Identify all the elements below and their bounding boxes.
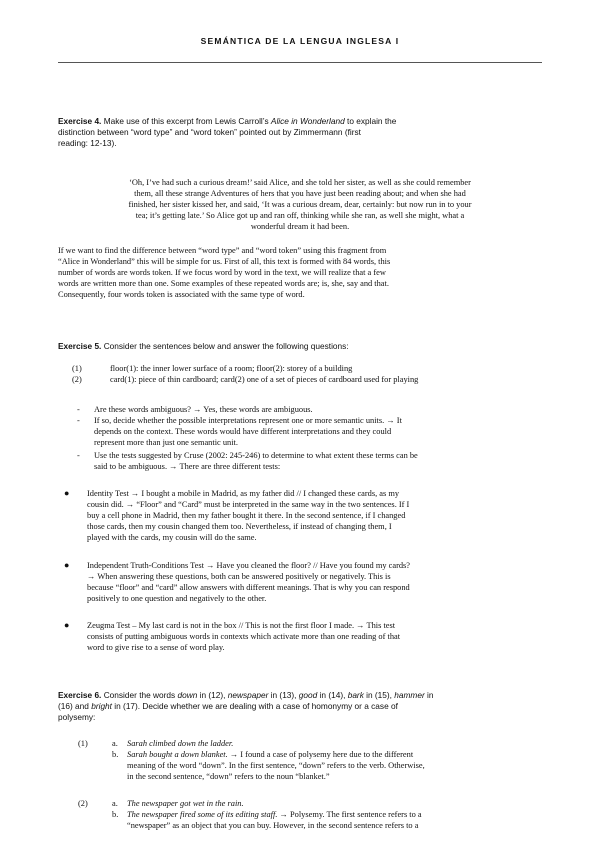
test-truth-conditions xyxy=(87,560,540,604)
ex6-word: down xyxy=(177,690,198,700)
item-number: (2) xyxy=(78,799,88,808)
ex6-word: bark xyxy=(347,690,364,700)
ex5-label: Exercise 5. xyxy=(58,341,102,351)
dash-marker: - xyxy=(77,416,80,425)
answer-line: “newspaper” as an object that you can buy. However, in the second sentence refers to a xyxy=(127,821,419,830)
test-line: consists of putting ambiguous words in contexts which activate more than one reading of that xyxy=(87,632,401,641)
ex4-prompt-line3: reading: 12-13). xyxy=(58,138,117,148)
answer-line: words are written more than one. Some examples of these repeated words are; is, she, say and that. xyxy=(58,279,389,288)
example-sentence: Sarah climbed down the ladder. xyxy=(127,739,234,748)
test-zeugma xyxy=(87,620,540,653)
item-letter: a. xyxy=(112,739,118,748)
ex4-book-title: Alice in Wonderland xyxy=(270,116,345,126)
ex6-line2 xyxy=(58,701,542,712)
example-sentence: Sarah bought a down blanket. xyxy=(127,750,228,759)
test-line: buy a cell phone in Madrid, then my father bought it there. In the second sentence, if I changed xyxy=(87,511,406,520)
ex6-word: good xyxy=(298,690,318,700)
quote-line: ‘Oh, I’ve had such a curious dream!’ said Alice, and she told her sister, as well as she could remember xyxy=(129,178,471,187)
ex4-prompt-line1 xyxy=(58,116,542,127)
item-sentence xyxy=(127,798,540,809)
ex4-prompt xyxy=(58,116,542,149)
ex6-line1 xyxy=(58,690,542,701)
sentence-number: (2) xyxy=(72,375,82,384)
quote-line: wonderful dream it had been. xyxy=(250,222,350,231)
test-line: word to give rise to a sense of word play. xyxy=(87,643,225,652)
sentence-text: card(1): piece of thin cardboard; card(2) one of a set of pieces of cardboard used for playing xyxy=(110,375,419,384)
answer-line xyxy=(127,749,540,760)
sentence-text: floor(1): the inner lower surface of a room; floor(2): storey of a building xyxy=(110,364,353,373)
header-rule xyxy=(58,62,542,63)
test-line: because “floor” and “card” allow answers with different meanings. That is why you can respond xyxy=(87,583,410,592)
answer-line: meaning of the word “down”. In the first sentence, “down” refers to the verb. Otherwise, xyxy=(127,761,425,770)
question-line: said to be ambiguous. → There are three different tests: xyxy=(94,462,281,471)
ex4-prompt-line2: distinction between “word type” and “word token” pointed out by Zimmermann (first xyxy=(58,127,361,137)
ex5-prompt xyxy=(58,341,542,352)
test-line: played with the cards, my cousin will do the same. xyxy=(87,533,257,542)
ex4-quote xyxy=(58,177,542,232)
ex4-text: Make use of this excerpt from Lewis Carroll’s xyxy=(103,116,271,126)
page-header: SEMÁNTICA DE LA LENGUA INGLESA I xyxy=(200,36,400,46)
item-sentence xyxy=(127,738,540,749)
answer-text: → I found a case of polysemy here due to the different xyxy=(227,750,414,759)
dash-marker: - xyxy=(77,405,80,414)
quote-line: finished, her sister kissed her, and said, ‘It was a curious dream, dear, certainly: but now run in to your xyxy=(128,200,472,209)
question-line: represent more than just one semantic unit. xyxy=(94,438,238,447)
example-sentence: The newspaper fired some of its editing staff. xyxy=(127,810,278,819)
ex6-label: Exercise 6. xyxy=(58,690,102,700)
ex6-text: in (12), xyxy=(197,690,228,700)
ex6-text: Consider the words xyxy=(103,690,178,700)
question-line: Use the tests suggested by Cruse (2002: 245-246) to determine to what extent these terms can be xyxy=(94,451,418,460)
ex6-line3: polysemy: xyxy=(58,712,96,722)
item-answer xyxy=(127,809,540,831)
test-line: Independent Truth-Conditions Test → Have you cleaned the floor? // Have you found my cards? xyxy=(87,561,411,570)
bullet-marker: ● xyxy=(64,560,70,570)
quote-line: them, all these strange Adventures of hers that you have just been reading about; and when she had xyxy=(134,189,466,198)
bullet-marker: ● xyxy=(64,620,70,630)
test-line: → When answering these questions, both can be answered positively or negatively. This is xyxy=(87,572,391,581)
answer-line: in the second sentence, “down” refers to the noun “blanket.” xyxy=(127,772,330,781)
answer-text: → Polysemy. The first sentence refers to a xyxy=(277,810,422,819)
quote-line: tea; it’s getting late.’ So Alice got up and ran off, thinking while she ran, as well she might, what a xyxy=(135,211,465,220)
test-line: Zeugma Test – My last card is not in the box // This is not the first floor I made. → This test xyxy=(87,621,396,630)
example-sentence: The newspaper got wet in the rain. xyxy=(127,799,244,808)
question-item xyxy=(94,404,540,415)
ex6-text: in (14), xyxy=(317,690,348,700)
ex6-word: newspaper xyxy=(227,690,269,700)
answer-line: “Alice in Wonderland” this will be simple for us. First of all, this text is formed with 84 words, this xyxy=(58,257,391,266)
answer-line: number of words are words token. If we focus word by word in the text, we will realize that a few xyxy=(58,268,386,277)
question-line: If so, decide whether the possible interpretations represent one or more semantic units. → It xyxy=(94,416,402,425)
ex6-text: in (13), xyxy=(268,690,299,700)
answer-line: If we want to find the difference between “word type” and “word token” using this fragment from xyxy=(58,246,387,255)
question-item xyxy=(94,450,540,472)
ex6-word: hammer xyxy=(394,690,425,700)
ex6-text: (16) and xyxy=(58,701,92,711)
test-line: positively to one question and negatively to the other. xyxy=(87,594,267,603)
test-line: those cards, then my cousin changed them too. Nevertheless, if instead of changing them, I xyxy=(87,522,392,531)
ex6-text: in (17). Decide whether we are dealing with a case of homonymy or a case of xyxy=(111,701,398,711)
answer-line: Consequently, four words token is associated with the same type of word. xyxy=(58,290,305,299)
ex6-prompt xyxy=(58,690,542,723)
bullet-marker: ● xyxy=(64,488,70,498)
ex6-word: bright xyxy=(91,701,112,711)
test-identity xyxy=(87,488,540,543)
ex6-text: in xyxy=(424,690,434,700)
ex4-answer xyxy=(58,245,542,300)
ex5-intro: Consider the sentences below and answer the following questions: xyxy=(103,341,349,351)
item-letter: b. xyxy=(112,810,119,819)
ex6-text: in (15), xyxy=(363,690,395,700)
test-line: cousin did. → “Floor” and “Card” must be interpreted in the same way in the two sentences. If I xyxy=(87,500,410,509)
dash-marker: - xyxy=(77,451,80,460)
question-item xyxy=(94,415,540,448)
question-line: Are these words ambiguous? → Yes, these words are ambiguous. xyxy=(94,405,313,414)
answer-line xyxy=(127,809,540,820)
item-letter: a. xyxy=(112,799,118,808)
question-line: depends on the context. These words would have different interpretations and they could xyxy=(94,427,392,436)
ex4-label: Exercise 4. xyxy=(58,116,102,126)
test-line: Identity Test → I bought a mobile in Madrid, as my father did // I changed these cards, as my xyxy=(87,489,400,498)
ex4-text-2: to explain the xyxy=(344,116,397,126)
sentence-number: (1) xyxy=(72,364,82,373)
item-number: (1) xyxy=(78,739,88,748)
item-answer xyxy=(127,749,540,782)
item-letter: b. xyxy=(112,750,119,759)
